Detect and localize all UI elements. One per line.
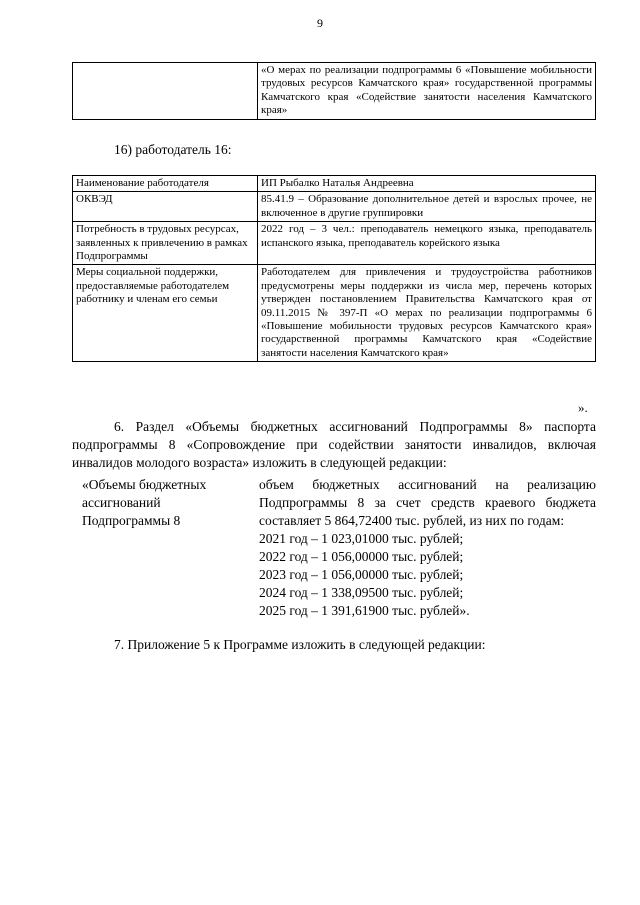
budget-text: объем бюджетных ассигнований на реализацию Подпрограммы 8 за счет средств краевого бюджета составляет 5 864,72400 тыс. рублей, из них по годам: (259, 477, 596, 528)
budget-year-line: 2022 год – 1 056,00000 тыс. рублей; (259, 549, 464, 564)
page-number: 9 (317, 16, 323, 30)
table-cell-label: Меры социальной поддержки, предоставляемые работодателем работнику и членам его семьи (73, 265, 258, 362)
budget-label: «Объемы бюджетных ассигнований Подпрограммы 8 (82, 477, 207, 528)
table-cell-value: «О мерах по реализации подпрограммы 6 «Повышение мобильности трудовых ресурсов Камчатского края» государственной программы Камчатского края «Содействие занятости населения Камчатского края» (258, 63, 596, 120)
table-cell-value: 2022 год – 3 чел.: преподаватель немецкого языка, преподаватель испанского языка, преподаватель корейского языка (258, 222, 596, 265)
paragraph-6: 6. Раздел «Объемы бюджетных ассигнований Подпрограммы 8» паспорта подпрограммы 8 «Сопровождение при содействии занятости инвалидов, включая инвалидов молодого возраста» изложить в следующей редакции: (72, 419, 596, 470)
table-cell-value: 85.41.9 – Образование дополнительное детей и взрослых прочее, не включенное в другие группировки (258, 192, 596, 222)
table-row (73, 176, 596, 192)
table-cell-value: Работодателем для привлечения и трудоустройства работников предусмотрены меры поддержки из числа мер, перечень которых утвержден постановлением Правительства Камчатского края от 09.11.2015 № 397-П «О мерах по реализации подпрограммы 6 «Повышение мобильности трудовых ресурсов Камчатского края» государственной программы Камчатского края «Содействие занятости населения Камчатского края» (258, 265, 596, 362)
paragraph-7: 7. Приложение 5 к Программе изложить в следующей редакции: (114, 637, 486, 652)
table-row (73, 63, 596, 120)
budget-year-line: 2023 год – 1 056,00000 тыс. рублей; (259, 567, 464, 582)
closing-quote-mark: ». (578, 400, 588, 415)
continuation-table (72, 62, 596, 120)
employer-heading: 16) работодатель 16: (114, 142, 232, 157)
table-row (73, 265, 596, 362)
employer-table (72, 175, 596, 362)
budget-content (259, 476, 596, 620)
budget-year-line: 2021 год – 1 023,01000 тыс. рублей; (259, 531, 464, 546)
table-cell-label (73, 63, 258, 120)
budget-year-line: 2025 год – 1 391,61900 тыс. рублей». (259, 603, 470, 618)
table-cell-label: ОКВЭД (73, 192, 258, 222)
table-cell-label: Потребность в трудовых ресурсах, заявленных к привлечению в рамках Подпрограммы (73, 222, 258, 265)
table-cell-label: Наименование работодателя (73, 176, 258, 192)
table-row (73, 222, 596, 265)
table-cell-value: ИП Рыбалко Наталья Андреевна (258, 176, 596, 192)
table-row (73, 192, 596, 222)
budget-year-line: 2024 год – 1 338,09500 тыс. рублей; (259, 585, 464, 600)
